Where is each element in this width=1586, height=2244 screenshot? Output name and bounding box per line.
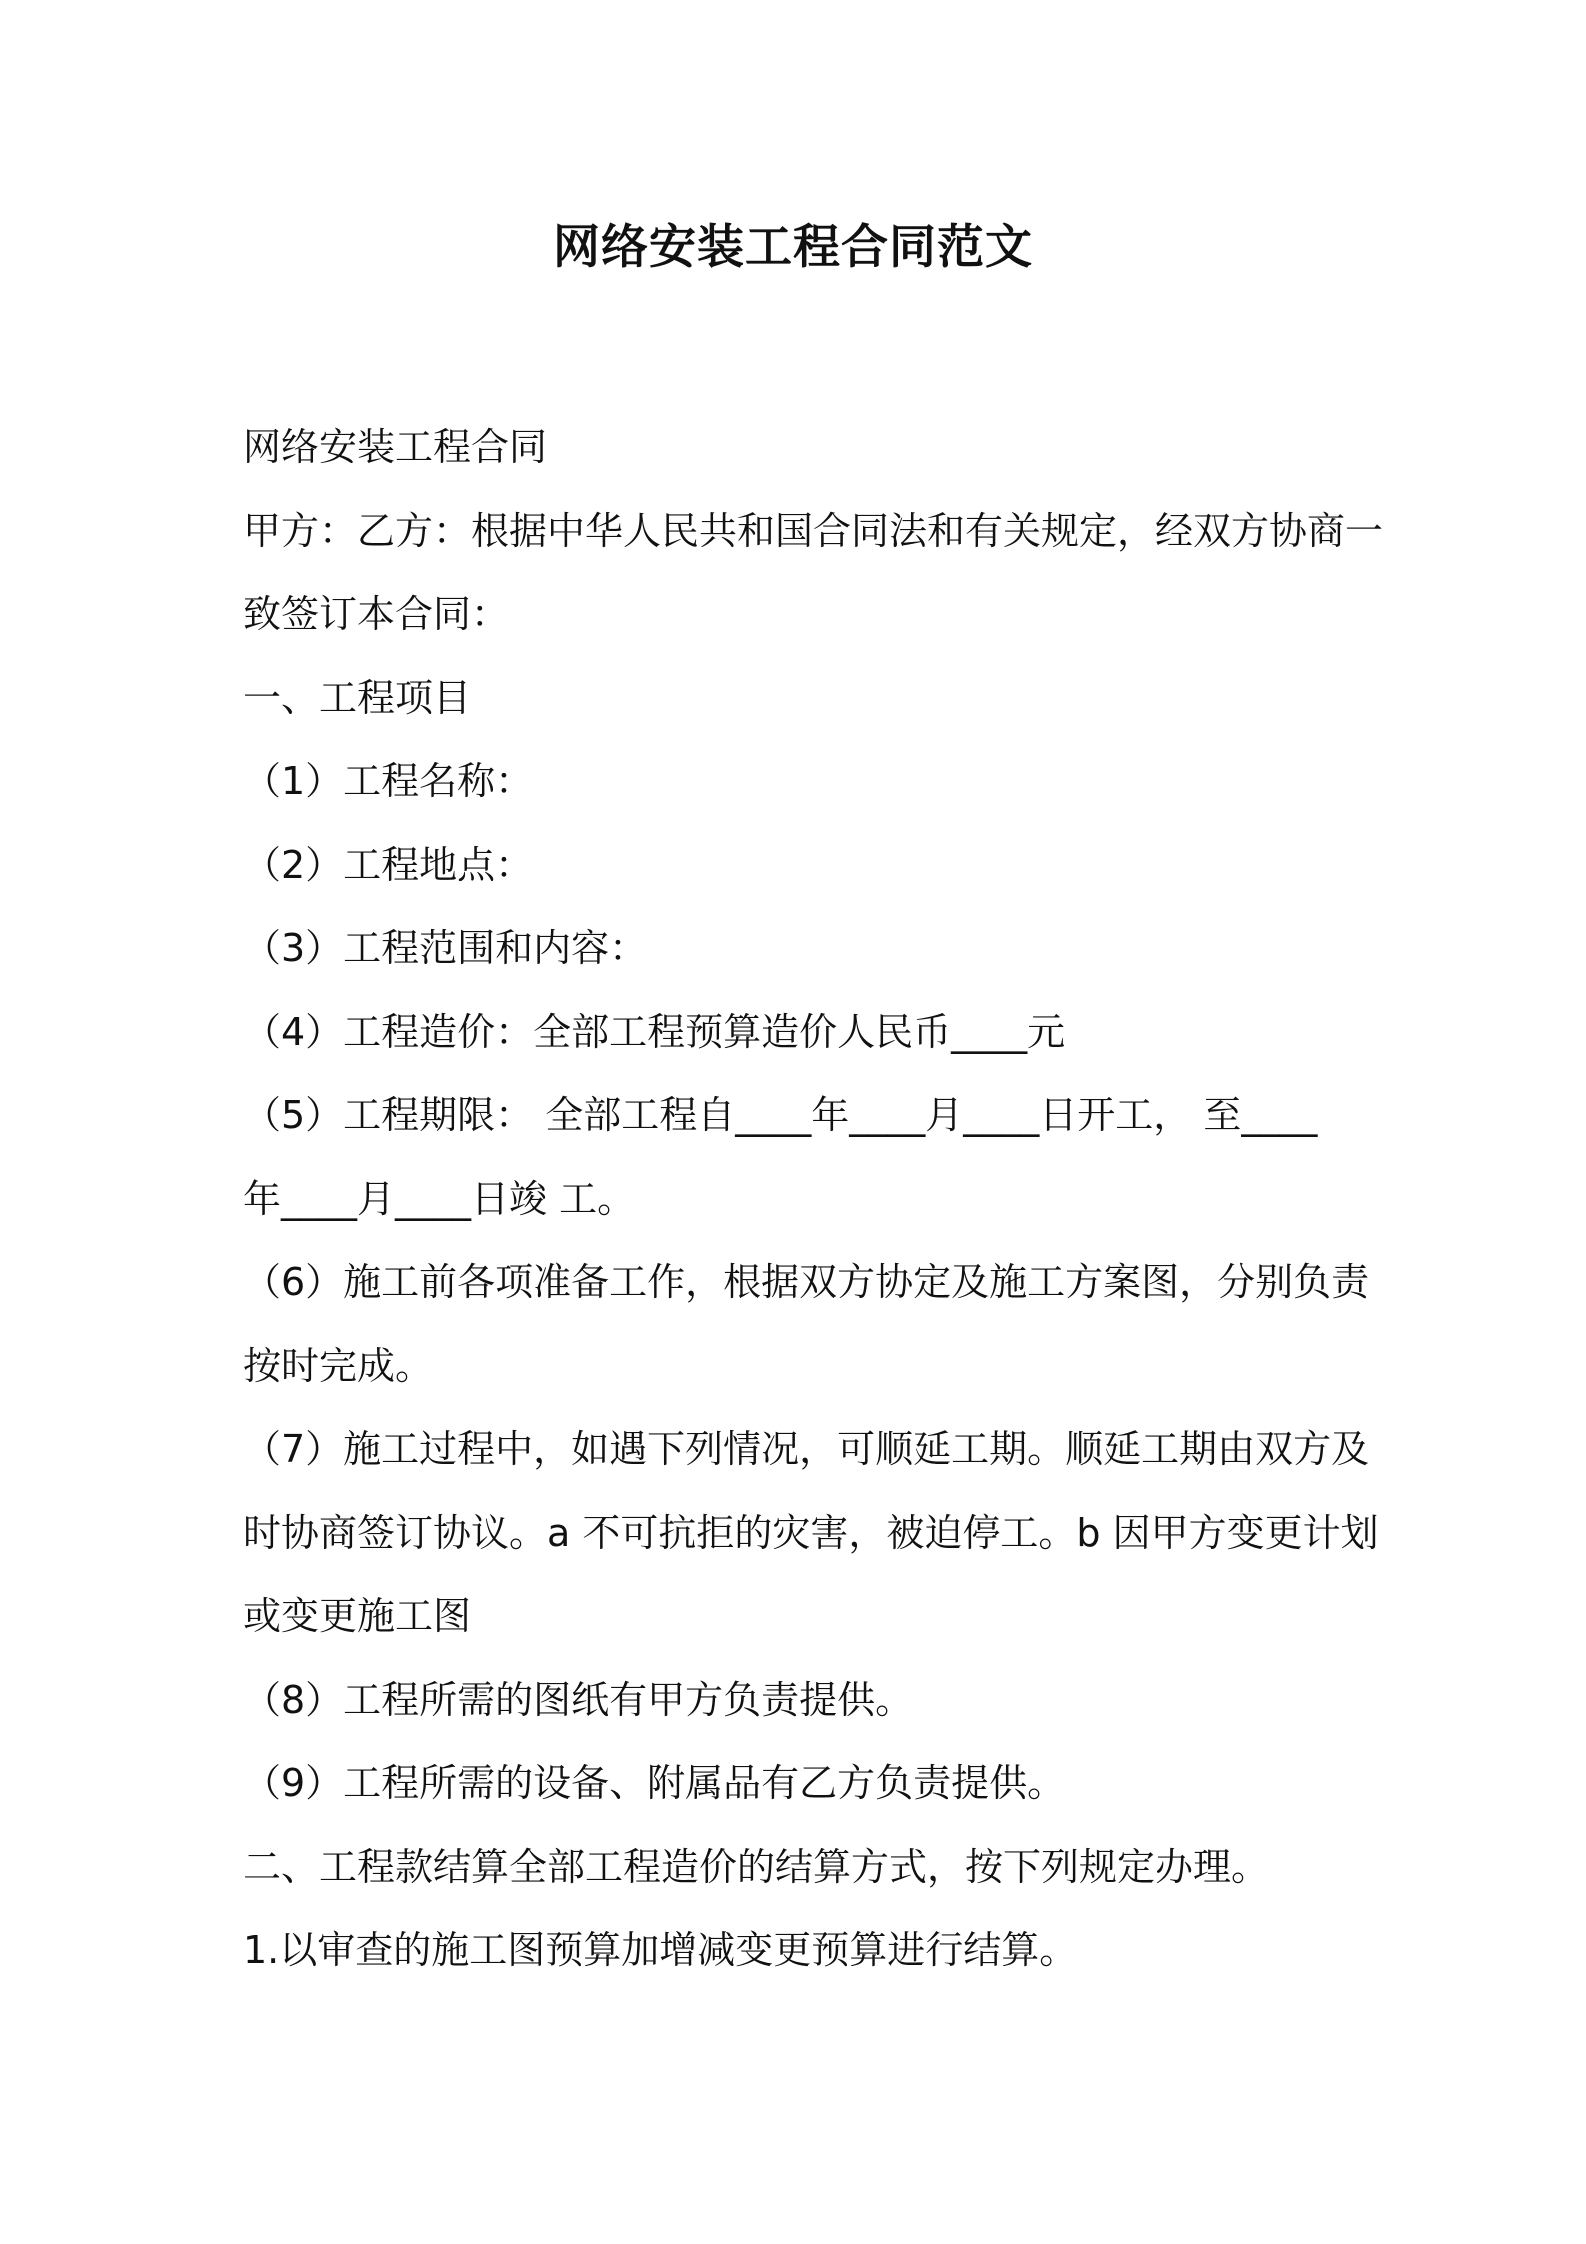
- document-title: 网络安装工程合同范文: [553, 220, 1033, 275]
- item-project-period-line-1: （5）工程期限： 全部工程自____年____月____日开工， 至____: [243, 1093, 1318, 1137]
- item-preparation-line-1: （6）施工前各项准备工作，根据双方协定及施工方案图，分别负责: [243, 1260, 1370, 1304]
- contract-heading: 网络安装工程合同: [243, 425, 548, 469]
- item-delay-line-2: 时协商签订协议。a 不可抗拒的灾害，被迫停工。b 因甲方变更计划: [243, 1510, 1379, 1555]
- paragraph-parties-line-1: 甲方：乙方：根据中华人民共和国合同法和有关规定，经双方协商一: [243, 508, 1384, 553]
- item-drawings: （8）工程所需的图纸有甲方负责提供。: [243, 1677, 914, 1722]
- paragraph-parties-line-2: 致签订本合同：: [243, 592, 510, 636]
- item-equipment: （9）工程所需的设备、附属品有乙方负责提供。: [243, 1761, 1066, 1805]
- settlement-item-1: 1.以审查的施工图预算加增减变更预算进行结算。: [243, 1928, 1078, 1972]
- item-project-period-line-2: 年____月____日竣 工。: [243, 1176, 636, 1221]
- item-project-name: （1）工程名称：: [243, 759, 534, 803]
- item-delay-line-3: 或变更施工图: [243, 1594, 472, 1638]
- item-project-location: （2）工程地点：: [243, 842, 534, 887]
- item-preparation-line-2: 按时完成。: [243, 1343, 434, 1388]
- document-body: [243, 406, 1384, 1993]
- section-heading-project: 一、工程项目: [243, 675, 472, 720]
- item-project-scope: （3）工程范围和内容：: [243, 926, 648, 970]
- item-delay-line-1: （7）施工过程中，如遇下列情况，可顺延工期。顺延工期由双方及: [243, 1427, 1370, 1471]
- section-heading-settlement: 二、工程款结算全部工程造价的结算方式，按下列规定办理。: [243, 1844, 1270, 1889]
- item-project-cost: （4）工程造价：全部工程预算造价人民币____元: [243, 1009, 1066, 1054]
